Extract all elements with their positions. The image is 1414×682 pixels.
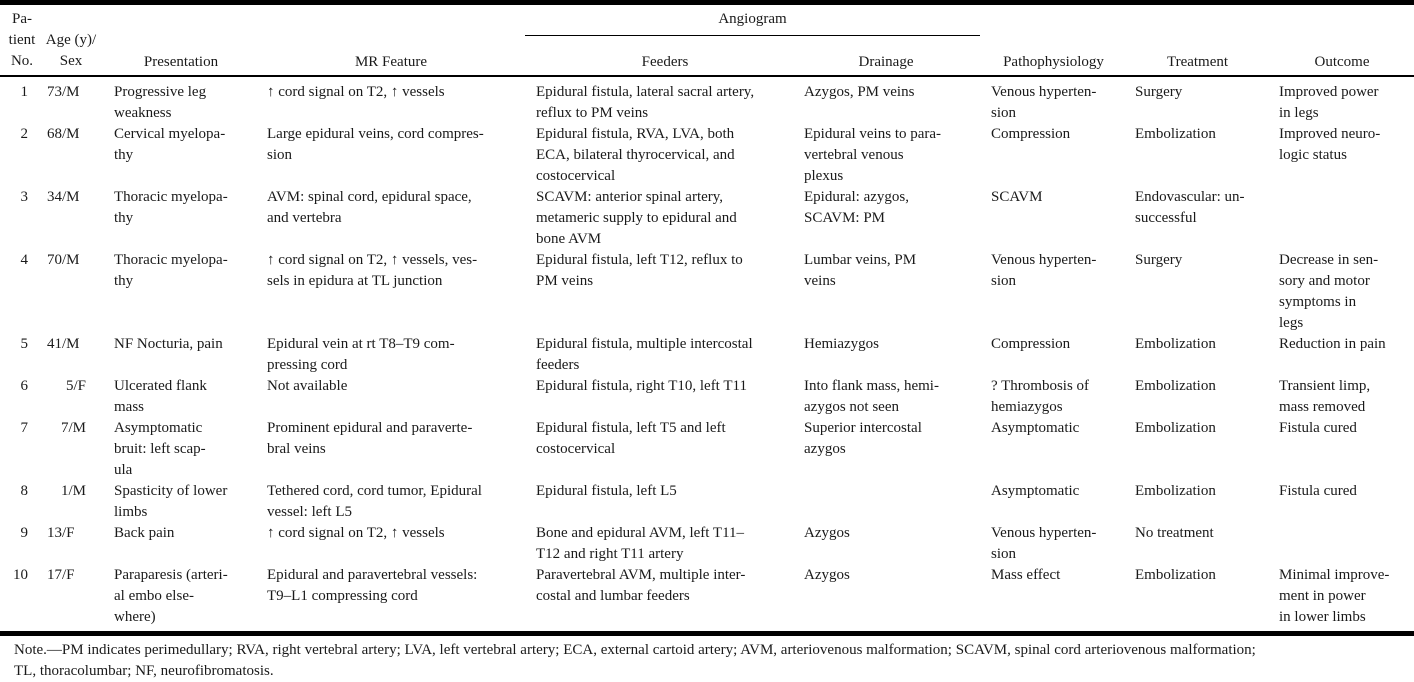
cell-drainage: Azygos [804, 567, 850, 583]
cell-feeders: Epidural fistula, RVA, LVA, both ECA, bilateral thyrocervical, and costocervical [536, 126, 735, 184]
cell-presentation: Thoracic myelopa- thy [114, 252, 228, 289]
cell-patient-no: 8 [20, 483, 28, 499]
header-drainage: Drainage [858, 54, 914, 70]
cell-feeders: Epidural fistula, right T10, left T11 [536, 378, 747, 394]
cell-patient-no: 4 [20, 252, 28, 268]
cell-outcome: Minimal improve- ment in power in lower limbs [1279, 567, 1390, 625]
cell-mr-feature: Not available [267, 378, 348, 394]
cell-age-sex: 70/M [47, 252, 80, 268]
cell-age-sex: 5/F [65, 378, 86, 394]
cell-pathophysiology: Compression [991, 126, 1071, 142]
cell-presentation: Back pain [114, 525, 175, 541]
cell-patient-no: 2 [20, 126, 28, 142]
cell-presentation: Thoracic myelopa- thy [114, 189, 228, 226]
cell-treatment: Embolization [1135, 420, 1216, 436]
cell-outcome: Fistula cured [1279, 420, 1357, 436]
header-treatment: Treatment [1166, 54, 1229, 70]
cell-patient-no: 9 [20, 525, 28, 541]
cell-treatment: Embolization [1135, 126, 1216, 142]
header-angiogram: Angiogram [718, 11, 787, 27]
header-patient-no: Pa- tient No. [8, 11, 36, 69]
cell-outcome: Fistula cured [1279, 483, 1357, 499]
cell-pathophysiology: SCAVM [991, 189, 1043, 205]
cell-mr-feature: Prominent epidural and paraverte- bral veins [267, 420, 473, 457]
cell-feeders: Epidural fistula, left L5 [536, 483, 677, 499]
cell-drainage: Superior intercostal azygos [804, 420, 922, 457]
cell-feeders: Epidural fistula, lateral sacral artery, reflux to PM veins [536, 84, 755, 121]
cell-presentation: Spasticity of lower limbs [114, 483, 228, 520]
cell-mr-feature: ↑ cord signal on T2, ↑ vessels, ves- sels in epidura at TL junction [267, 252, 478, 289]
cell-drainage: Azygos [804, 525, 850, 541]
table-top-rule [0, 0, 1414, 5]
table-header-rule [0, 75, 1414, 77]
cell-patient-no: 1 [20, 84, 28, 100]
cell-pathophysiology: Venous hyperten- sion [991, 252, 1097, 289]
cell-presentation: Paraparesis (arteri- al embo else- where) [114, 567, 228, 625]
cell-patient-no: 5 [20, 336, 28, 352]
cell-pathophysiology: Venous hyperten- sion [991, 84, 1097, 121]
header-age-sex: Age (y)/ Sex [45, 32, 97, 69]
cell-age-sex: 34/M [47, 189, 80, 205]
cell-treatment: Endovascular: un- successful [1135, 189, 1245, 226]
cell-outcome: Improved neuro- logic status [1279, 126, 1381, 163]
cell-mr-feature: Epidural vein at rt T8–T9 com- pressing cord [267, 336, 455, 373]
cell-pathophysiology: ? Thrombosis of hemiazygos [991, 378, 1090, 415]
cell-outcome: Improved power in legs [1279, 84, 1379, 121]
cell-presentation: NF Nocturia, pain [114, 336, 223, 352]
cell-feeders: Epidural fistula, multiple intercostal feeders [536, 336, 753, 373]
cell-treatment: Surgery [1135, 252, 1183, 268]
header-mr-feature: MR Feature [354, 54, 428, 70]
cell-age-sex: 1/M [60, 483, 86, 499]
cell-mr-feature: ↑ cord signal on T2, ↑ vessels [267, 525, 445, 541]
cell-presentation: Progressive leg weakness [114, 84, 207, 121]
header-feeders: Feeders [641, 54, 689, 70]
header-pathophysiology: Pathophysiology [1003, 54, 1104, 70]
cell-mr-feature: Large epidural veins, cord compres- sion [267, 126, 484, 163]
cell-age-sex: 7/M [60, 420, 86, 436]
cell-presentation: Cervical myelopa- thy [114, 126, 226, 163]
cell-treatment: Embolization [1135, 378, 1216, 394]
cell-pathophysiology: Venous hyperten- sion [991, 525, 1097, 562]
cell-pathophysiology: Mass effect [991, 567, 1061, 583]
cell-treatment: No treatment [1135, 525, 1214, 541]
cell-patient-no: 3 [20, 189, 28, 205]
cell-mr-feature: Tethered cord, cord tumor, Epidural vessel: left L5 [267, 483, 482, 520]
cell-age-sex: 17/F [47, 567, 75, 583]
cell-treatment: Surgery [1135, 84, 1183, 100]
cell-age-sex: 73/M [47, 84, 80, 100]
cell-presentation: Ulcerated flank mass [114, 378, 207, 415]
table-bottom-rule [0, 631, 1414, 636]
cell-patient-no: 7 [20, 420, 28, 436]
cell-feeders: SCAVM: anterior spinal artery, metameric supply to epidural and bone AVM [536, 189, 737, 247]
cell-feeders: Epidural fistula, left T5 and left costocervical [536, 420, 726, 457]
cell-treatment: Embolization [1135, 336, 1216, 352]
cell-mr-feature: AVM: spinal cord, epidural space, and vertebra [267, 189, 472, 226]
cell-drainage: Azygos, PM veins [804, 84, 915, 100]
cell-patient-no: 6 [20, 378, 28, 394]
cell-outcome: Transient limp, mass removed [1279, 378, 1371, 415]
table-footnote: Note.—PM indicates perimedullary; RVA, right vertebral artery; LVA, left vertebral artery; ECA, external cartoid artery; AVM, arteriovenous malformation; SCAVM, spinal cord arteriovenous malformation; TL, thoracolumbar; NF, neurofibromatosis. [14, 642, 1256, 679]
cell-outcome: Reduction in pain [1279, 336, 1386, 352]
cell-drainage: Into flank mass, hemi- azygos not seen [804, 378, 939, 415]
angiogram-span-rule [525, 35, 980, 36]
cell-drainage: Lumbar veins, PM veins [804, 252, 917, 289]
cell-drainage: Epidural: azygos, SCAVM: PM [804, 189, 909, 226]
header-outcome: Outcome [1314, 54, 1370, 70]
cell-age-sex: 41/M [47, 336, 80, 352]
cell-mr-feature: Epidural and paravertebral vessels: T9–L1 compressing cord [267, 567, 478, 604]
cell-patient-no: 10 [13, 567, 28, 583]
cell-feeders: Paravertebral AVM, multiple inter- costal and lumbar feeders [536, 567, 746, 604]
cell-feeders: Epidural fistula, left T12, reflux to PM veins [536, 252, 743, 289]
cell-treatment: Embolization [1135, 483, 1216, 499]
cell-presentation: Asymptomatic bruit: left scap- ula [114, 420, 206, 478]
cell-drainage: Epidural veins to para- vertebral venous plexus [804, 126, 942, 184]
cell-pathophysiology: Asymptomatic [991, 420, 1080, 436]
cell-drainage: Hemiazygos [804, 336, 879, 352]
header-presentation: Presentation [143, 54, 219, 70]
cell-pathophysiology: Asymptomatic [991, 483, 1080, 499]
cell-pathophysiology: Compression [991, 336, 1071, 352]
cell-treatment: Embolization [1135, 567, 1216, 583]
cell-age-sex: 68/M [47, 126, 80, 142]
cell-age-sex: 13/F [47, 525, 75, 541]
cell-outcome: Decrease in sen- sory and motor symptoms in legs [1279, 252, 1379, 331]
cell-feeders: Bone and epidural AVM, left T11– T12 and right T11 artery [536, 525, 745, 562]
cell-mr-feature: ↑ cord signal on T2, ↑ vessels [267, 84, 445, 100]
